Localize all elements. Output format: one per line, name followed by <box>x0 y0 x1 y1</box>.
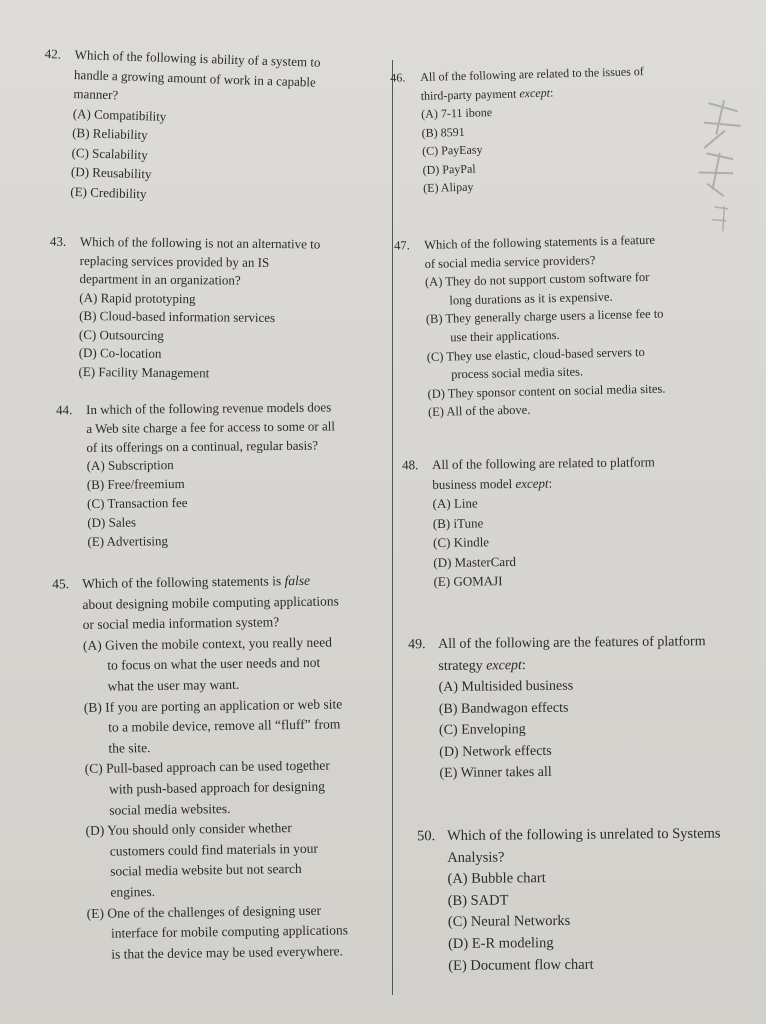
option-c-continued: with push-based approach for designing <box>108 778 326 797</box>
option-a: (A) Compatibility <box>72 105 167 124</box>
option-a: (A) Multisided business <box>438 678 574 695</box>
option-c: (C) Scalability <box>71 144 149 162</box>
option-e: (E) Document flow chart <box>448 956 594 974</box>
question-number: 47. <box>394 238 410 253</box>
option-a: (A) Subscription <box>86 457 174 474</box>
option-e: (E) All of the above. <box>427 402 531 420</box>
question-stem-line: Which of the following is ability of a system to <box>74 46 321 70</box>
option-a: (A) Bubble chart <box>447 870 546 888</box>
option-d-continued: social media website but not search <box>110 861 302 879</box>
question-number: 48. <box>402 457 419 473</box>
option-d: (D) They sponsor content on social media sites. <box>427 381 666 401</box>
question-number: 42. <box>44 46 62 62</box>
option-c: (C) Neural Networks <box>447 913 571 931</box>
option-d: (D) Network effects <box>439 743 552 760</box>
option-e: (E) GOMAJI <box>433 573 503 589</box>
option-a: (A) Line <box>432 495 478 511</box>
option-e: (E) One of the challenges of designing user <box>86 902 322 921</box>
option-b-continued: the site. <box>108 739 151 756</box>
question-stem-line: All of the following are related to the issues of <box>420 64 644 84</box>
question-stem-line: manner? <box>73 85 119 103</box>
option-d-continued: engines. <box>110 883 156 900</box>
option-e: (E) Credibility <box>70 183 147 201</box>
question-44 <box>56 398 388 552</box>
option-d: (D) Reusability <box>70 163 152 182</box>
question-stem-line: of its offerings on a continual, regular basis? <box>86 437 319 455</box>
option-a-continued: to focus on what the user needs and not <box>107 655 321 674</box>
option-b: (B) SADT <box>447 892 509 909</box>
option-a-continued: what the user may want. <box>107 676 240 694</box>
question-48 <box>402 451 764 592</box>
stem-text: business model <box>432 475 516 492</box>
option-b: (B) Free/freemium <box>86 476 185 493</box>
option-d: (D) PayPal <box>422 161 476 177</box>
option-e-continued: is that the device may be used everywhere. <box>111 943 344 962</box>
question-stem-line: Which of the following is unrelated to Systems <box>447 825 721 844</box>
column-divider <box>392 60 393 995</box>
option-c: (C) Pull-based approach can be used together <box>84 757 330 777</box>
question-47 <box>394 229 758 422</box>
option-a-continued: long durations as it is expensive. <box>449 289 613 308</box>
option-a: (A) 7-11 ibone <box>421 105 493 121</box>
question-stem-line: In which of the following revenue models does <box>86 399 332 417</box>
option-a: (A) They do not support custom software for <box>424 270 650 290</box>
option-c: (C) Outsourcing <box>78 326 164 343</box>
question-stem-line: about designing mobile computing applications <box>82 593 339 612</box>
question-stem-line: All of the following are related to platform <box>432 454 655 472</box>
option-d-continued: customers could find materials in your <box>109 840 319 859</box>
option-b: (B) iTune <box>432 514 484 531</box>
option-c-continued: process social media sites. <box>450 364 584 382</box>
question-49 <box>408 631 766 785</box>
option-d: (D) You should only consider whether <box>85 820 292 839</box>
question-number: 45. <box>52 576 70 592</box>
option-b: (B) 8591 <box>421 124 465 140</box>
option-c-continued: social media websites. <box>109 800 231 818</box>
option-b-continued: to a mobile device, remove all “fluff” from <box>108 716 341 735</box>
option-a: (A) Rapid prototyping <box>79 289 196 306</box>
option-e: (E) Facility Management <box>78 363 210 380</box>
question-43 <box>49 233 380 384</box>
stem-text: : <box>521 657 526 673</box>
option-e: (E) Advertising <box>87 532 169 549</box>
stem-emphasis: false <box>284 572 311 589</box>
option-d: (D) Co-location <box>78 344 162 361</box>
question-45 <box>52 570 387 965</box>
stem-text: strategy <box>438 657 487 674</box>
stem-text: third-party payment <box>420 85 520 103</box>
question-stem-line: handle a growing amount of work in a capable <box>73 66 317 90</box>
option-e: (E) Alipay <box>422 179 474 195</box>
option-b: (B) If you are porting an application or web site <box>83 695 343 715</box>
option-b: (B) Cloud-based information services <box>79 307 276 326</box>
option-d: (D) MasterCard <box>433 553 517 570</box>
option-b-continued: use their applications. <box>450 327 560 345</box>
stem-emphasis: except <box>519 85 551 100</box>
question-42 <box>44 45 375 210</box>
stem-emphasis: except <box>515 475 549 491</box>
stem-emphasis: except <box>486 657 522 673</box>
question-stem-line: replacing services provided by an IS <box>79 252 270 270</box>
question-stem-line: Analysis? <box>447 849 505 866</box>
option-d: (D) E-R modeling <box>447 935 554 952</box>
option-c: (C) They use elastic, cloud-based servers to <box>426 344 645 364</box>
option-b: (B) Reliability <box>72 124 148 143</box>
question-stem-line: All of the following are the features of platform <box>438 634 706 652</box>
option-b: (B) They generally charge users a license fee to <box>425 306 664 327</box>
option-a: (A) Given the mobile context, you really need <box>82 634 332 653</box>
question-stem-line: or social media information system? <box>82 614 280 633</box>
option-e: (E) Winner takes all <box>439 764 552 781</box>
question-number: 49. <box>408 637 426 653</box>
question-number: 43. <box>49 233 67 249</box>
stem-text: : <box>549 85 554 100</box>
option-b: (B) Bandwagon effects <box>438 700 569 717</box>
question-stem-line: Which of the following is not an alternative to <box>79 233 321 252</box>
question-number: 46. <box>390 70 406 85</box>
option-c: (C) Kindle <box>432 534 490 550</box>
question-stem-line: of social media service providers? <box>424 252 596 271</box>
option-c: (C) Transaction fee <box>86 494 188 511</box>
question-50 <box>417 823 766 977</box>
option-c: (C) PayEasy <box>421 142 483 158</box>
question-stem-line: department in an organization? <box>79 270 241 288</box>
question-stem-line: a Web site charge a fee for access to some or all <box>86 418 335 436</box>
stem-text: Which of the following statements is <box>82 573 285 591</box>
question-stem-line: Which of the following statements is a feature <box>424 232 656 252</box>
question-number: 44. <box>56 402 73 418</box>
stem-text: : <box>548 475 553 491</box>
option-d: (D) Sales <box>87 514 137 530</box>
option-c: (C) Enveloping <box>438 722 526 738</box>
option-e-continued: interface for mobile computing applications <box>110 922 349 941</box>
question-number: 50. <box>417 828 436 845</box>
